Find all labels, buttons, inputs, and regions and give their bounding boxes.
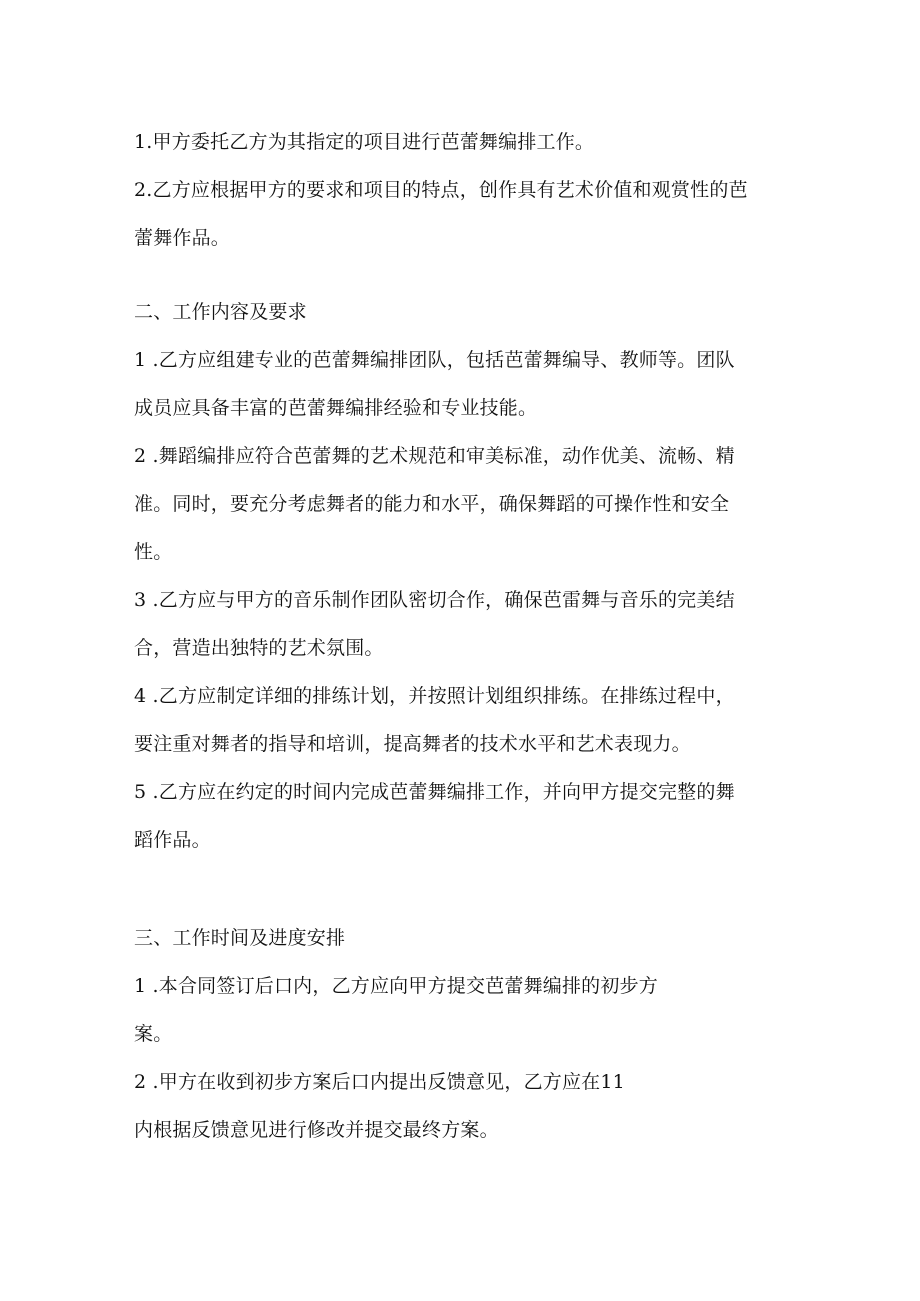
clause-2-2-line1: 2 .舞蹈编排应符合芭蕾舞的艺术规范和审美标准，动作优美、流畅、精 [134, 445, 735, 467]
clause-2-3-line2: 合，营造出独特的艺术氛围。 [134, 637, 384, 659]
clause-3-2-line1: 2 .甲方在收到初步方案后口内提出反馈意见，乙方应在11 [134, 1071, 625, 1093]
section-2-heading: 二、工作内容及要求 [134, 301, 307, 323]
clause-2-4-line2: 要注重对舞者的指导和培训，提高舞者的技术水平和艺术表现力。 [134, 733, 691, 755]
clause-3-1-line1: 1 .本合同签订后口内，乙方应向甲方提交芭蕾舞编排的初步方 [134, 975, 658, 997]
clause-2-4-line1: 4 .乙方应制定详细的排练计划，并按照计划组织排练。在排练过程中， [134, 685, 735, 707]
section-3-heading: 三、工作时间及进度安排 [134, 927, 346, 949]
clause-2-5-line2: 蹈作品。 [134, 829, 211, 851]
clause-2-1-line2: 成员应具备丰富的芭蕾舞编排经验和专业技能。 [134, 397, 538, 419]
clause-2-2-line2: 准。同时，要充分考虑舞者的能力和水平，确保舞蹈的可操作性和安全 [134, 493, 730, 515]
clause-1-1: 1.甲方委托乙方为其指定的项目进行芭蕾舞编排工作。 [134, 131, 595, 153]
clause-1-2-line1: 2.乙方应根据甲方的要求和项目的特点，创作具有艺术价值和观赏性的芭 [134, 179, 748, 201]
clause-2-5-line1: 5 .乙方应在约定的时间内完成芭蕾舞编排工作，并向甲方提交完整的舞 [134, 781, 735, 803]
clause-1-2-line2: 蕾舞作品。 [134, 227, 231, 249]
clause-2-2-line3: 性。 [134, 541, 173, 563]
clause-3-1-line2: 案。 [134, 1023, 173, 1045]
clause-2-1-line1: 1 .乙方应组建专业的芭蕾舞编排团队，包括芭蕾舞编导、教师等。团队 [134, 349, 735, 371]
clause-2-3-line1: 3 .乙方应与甲方的音乐制作团队密切合作，确保芭雷舞与音乐的完美结 [134, 589, 735, 611]
clause-3-2-line2: 内根据反馈意见进行修改并提交最终方案。 [134, 1119, 499, 1141]
